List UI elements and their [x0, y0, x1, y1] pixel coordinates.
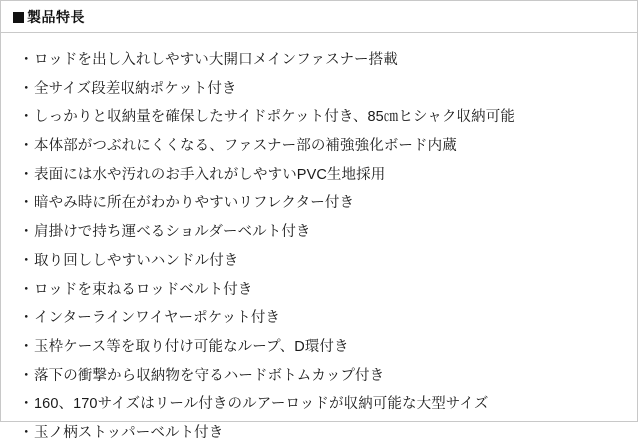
bullet-icon: ・ [19, 367, 34, 384]
black-square-icon [13, 12, 24, 23]
section-header [1, 1, 637, 32]
bullet-icon: ・ [19, 224, 34, 241]
feature-list [1, 33, 637, 440]
bullet-icon: ・ [19, 195, 34, 212]
feature-text: 玉ノ柄ストッパーベルト付き [34, 424, 224, 441]
list-item [19, 53, 637, 68]
bullet-icon: ・ [19, 166, 34, 183]
list-item [19, 397, 637, 412]
bullet-icon: ・ [19, 281, 34, 298]
bullet-icon: ・ [19, 310, 34, 327]
list-item [19, 369, 637, 384]
list-item [19, 426, 637, 441]
bullet-icon: ・ [19, 338, 34, 355]
feature-text: 玉枠ケース等を取り付け可能なループ、D環付き [34, 338, 349, 355]
list-item [19, 225, 637, 240]
feature-text: しっかりと収納量を確保したサイドポケット付き、85㎝ヒシャク収納可能 [34, 109, 515, 126]
list-item [19, 168, 637, 183]
feature-text: 肩掛けで持ち運べるショルダーベルト付き [34, 224, 311, 241]
list-item [19, 139, 637, 154]
feature-text: インターラインワイヤーポケット付き [34, 310, 281, 327]
feature-text: 落下の衝撃から収納物を守るハードボトムカップ付き [34, 367, 385, 384]
feature-text: 暗やみ時に所在がわかりやすいリフレクター付き [34, 195, 355, 212]
feature-text: 160、170サイズはリール付きのルアーロッドが収納可能な大型サイズ [34, 396, 489, 413]
bullet-icon: ・ [19, 424, 34, 441]
list-item [19, 110, 637, 125]
list-item [19, 311, 637, 326]
feature-text: 表面には水や汚れのお手入れがしやすいPVC生地採用 [34, 166, 386, 183]
page-title: 製品特長 [27, 9, 85, 25]
feature-text: 全サイズ段差収納ポケット付き [34, 80, 237, 97]
feature-text: ロッドを出し入れしやすい大開口メインファスナー搭載 [34, 52, 398, 68]
feature-text: 本体部がつぶれにくくなる、ファスナー部の補強強化ボード内蔵 [34, 138, 457, 155]
bullet-icon: ・ [19, 109, 34, 126]
feature-text: ロッドを束ねるロッドベルト付き [34, 281, 253, 298]
feature-text: 取り回ししやすいハンドル付き [34, 252, 239, 269]
list-item [19, 340, 637, 355]
list-item [19, 254, 637, 269]
list-item [19, 283, 637, 298]
bullet-icon: ・ [19, 396, 34, 413]
list-item [19, 82, 637, 97]
list-item [19, 196, 637, 211]
bullet-icon: ・ [19, 138, 34, 155]
bullet-icon: ・ [19, 52, 34, 68]
bullet-icon: ・ [19, 80, 34, 97]
bullet-icon: ・ [19, 252, 34, 269]
